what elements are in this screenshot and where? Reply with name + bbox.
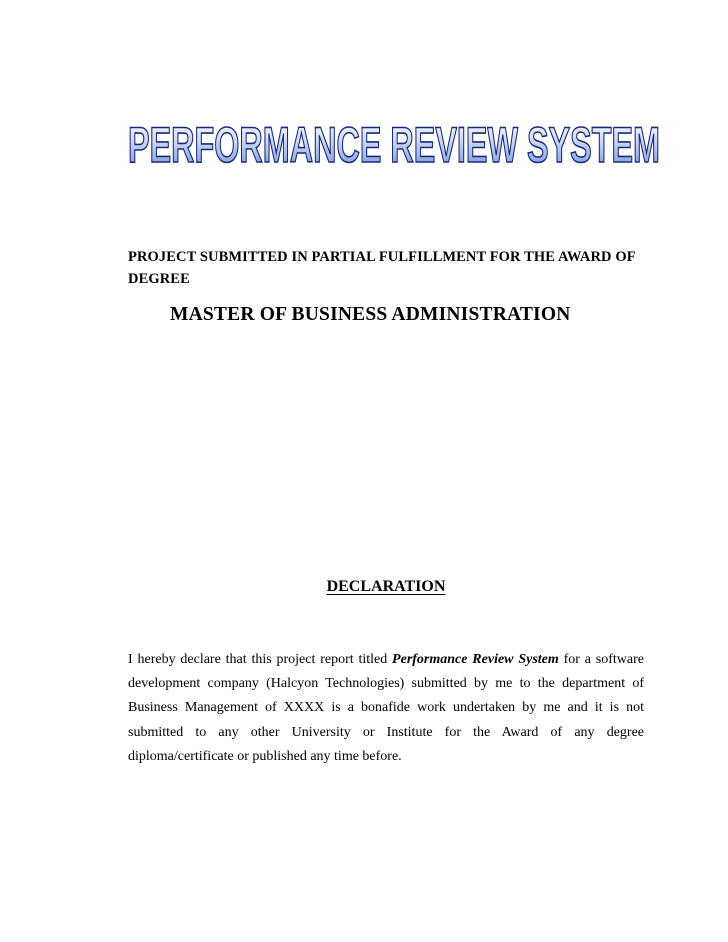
wordart-title-graphic	[124, 100, 664, 186]
wordart-title	[124, 100, 664, 186]
declaration-text-after: for a software development company (Halcyon Technologies) submitted by me to the department of Business Management of XXXX is a bonafide work undertaken by me and it is not submitted to any other University or Institute for the Award of any degree diploma/certificate or published any time before.	[128, 652, 644, 764]
project-submission-line: PROJECT SUBMITTED IN PARTIAL FULFILLMENT FOR THE AWARD OF DEGREE	[128, 249, 636, 287]
declaration-heading-text: DECLARATION	[326, 578, 446, 595]
wordart-title-text: PERFORMANCE REVIEW SYSTEM	[128, 117, 660, 173]
declaration-heading	[0, 578, 728, 596]
degree-name: MASTER OF BUSINESS ADMINISTRATION	[170, 304, 571, 325]
declaration-text-before: I hereby declare that this project report titled	[128, 652, 393, 667]
declaration-paragraph	[128, 648, 644, 769]
project-title-emphasis: Performance Review System	[392, 652, 559, 667]
